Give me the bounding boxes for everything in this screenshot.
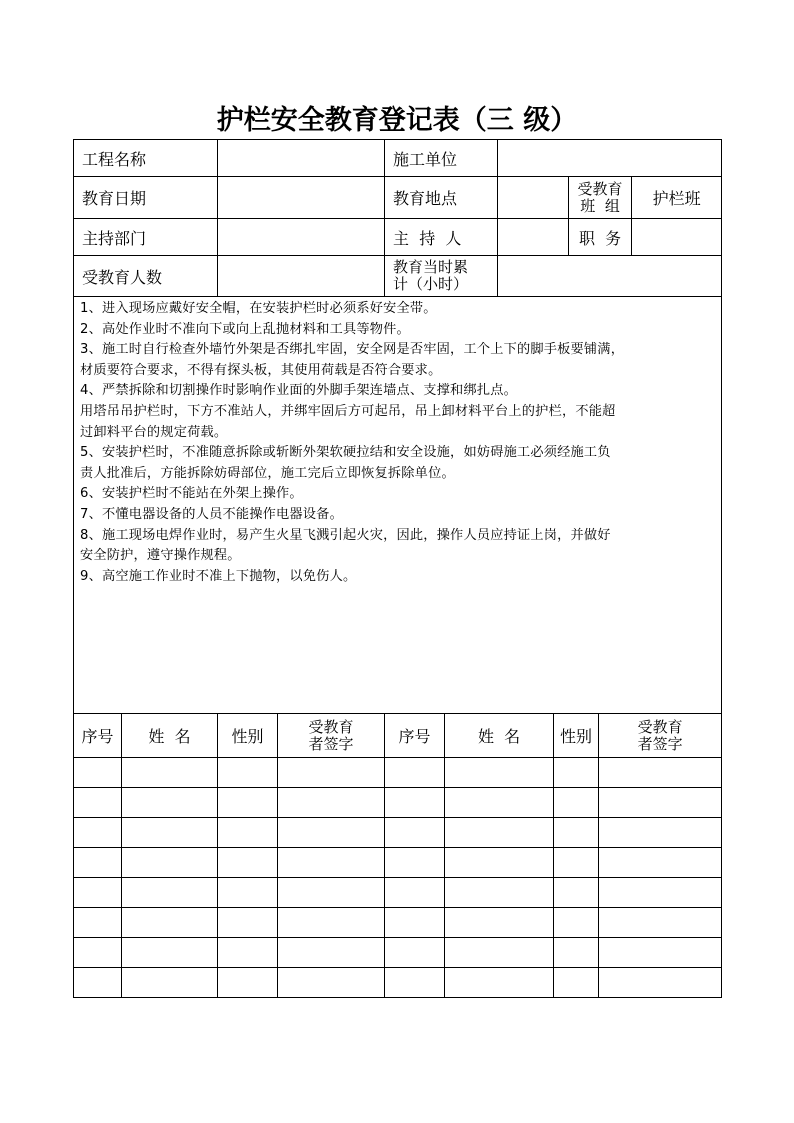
content-line: 8、施工现场电焊作业时，易产生火星飞溅引起火灾，因此，操作人员应持证上岗，并做好 (80, 527, 611, 543)
content-line: 9、高空施工作业时不准上下抛物，以免伤人。 (80, 568, 357, 584)
col-sign-left-line2: 者签字 (308, 734, 354, 753)
cell[interactable] (445, 788, 554, 818)
project-name-label: 工程名称 (74, 140, 218, 177)
hours-field[interactable] (498, 256, 722, 297)
content-line: 过卸料平台的规定荷载。 (80, 424, 228, 440)
edu-place-label: 教育地点 (385, 177, 498, 219)
cell[interactable] (122, 968, 218, 998)
cell[interactable] (445, 908, 554, 938)
cell[interactable] (599, 818, 722, 848)
cell[interactable] (554, 878, 599, 908)
cell[interactable] (385, 758, 445, 788)
cell[interactable] (74, 908, 122, 938)
edu-date-label: 教育日期 (74, 177, 218, 219)
cell[interactable] (599, 908, 722, 938)
cell[interactable] (278, 938, 385, 968)
content-line: 责人批准后，方能拆除妨碍部位，施工完后立即恢复拆除单位。 (80, 465, 455, 481)
cell[interactable] (74, 758, 122, 788)
cell[interactable] (445, 818, 554, 848)
cell[interactable] (385, 908, 445, 938)
content-line: 7、不懂电器设备的人员不能操作电器设备。 (80, 506, 343, 522)
hours-label (385, 256, 498, 297)
table-row (74, 758, 722, 788)
cell[interactable] (445, 758, 554, 788)
cell[interactable] (278, 818, 385, 848)
content-line: 3、施工时自行检查外墙竹外架是否绑扎牢固，安全网是否牢固，工个上下的脚手板要铺满， (80, 342, 625, 358)
cell[interactable] (599, 758, 722, 788)
construction-unit-field[interactable] (498, 140, 722, 177)
cell[interactable] (554, 968, 599, 998)
table-row (74, 788, 722, 818)
col-name-left: 姓 名 (122, 714, 218, 758)
cell[interactable] (122, 758, 218, 788)
col-sign-right-line2: 者签字 (637, 734, 683, 753)
cell[interactable] (599, 938, 722, 968)
trainee-group-label-line2: 班 组 (580, 196, 620, 215)
edu-place-field[interactable] (498, 177, 569, 219)
cell[interactable] (278, 968, 385, 998)
cell[interactable] (599, 968, 722, 998)
cell[interactable] (122, 938, 218, 968)
cell[interactable] (122, 818, 218, 848)
cell[interactable] (278, 758, 385, 788)
cell[interactable] (554, 938, 599, 968)
table-row (74, 968, 722, 998)
cell[interactable] (74, 788, 122, 818)
cell[interactable] (554, 818, 599, 848)
trainee-group-label (569, 177, 632, 219)
content-line: 4、严禁拆除和切割操作时影响作业面的外脚手架连墙点、支撑和绑扎点。 (80, 383, 517, 399)
hours-label-line1: 教育当时累 (393, 258, 469, 276)
table-row (74, 938, 722, 968)
trainee-count-field[interactable] (218, 256, 385, 297)
content-line: 材质要符合要求，不得有探头板，其使用荷载是否符合要求。 (80, 362, 442, 378)
table-row (74, 908, 722, 938)
cell[interactable] (122, 788, 218, 818)
cell[interactable] (385, 968, 445, 998)
cell[interactable] (599, 788, 722, 818)
content-line: 2、高处作业时不准向下或向上乱抛材料和工具等物件。 (80, 321, 410, 337)
position-label: 职 务 (569, 219, 632, 256)
content-line: 安全防护，遵守操作规程。 (80, 548, 241, 564)
col-name-right: 姓 名 (445, 714, 554, 758)
col-sign-right-line1: 受教育 (637, 717, 683, 736)
cell[interactable] (218, 818, 278, 848)
cell[interactable] (445, 938, 554, 968)
col-sign-right (599, 714, 722, 758)
project-name-field[interactable] (218, 140, 385, 177)
content-line: 用塔吊吊护栏时，下方不准站人，并绑牢固后方可起吊，吊上卸材料平台上的护栏，不能超 (80, 403, 616, 419)
cell[interactable] (599, 878, 722, 908)
cell[interactable] (74, 968, 122, 998)
cell[interactable] (218, 758, 278, 788)
host-field[interactable] (498, 219, 569, 256)
registration-form (73, 139, 722, 998)
col-no-left: 序号 (74, 714, 122, 758)
cell[interactable] (218, 878, 278, 908)
education-content (74, 297, 722, 714)
cell[interactable] (385, 788, 445, 818)
cell[interactable] (385, 818, 445, 848)
table-row (74, 818, 722, 848)
cell[interactable] (278, 788, 385, 818)
hours-label-line2: 计（小时） (393, 275, 469, 293)
cell[interactable] (218, 788, 278, 818)
cell[interactable] (385, 878, 445, 908)
position-field[interactable] (632, 219, 722, 256)
table-row (74, 848, 722, 878)
cell[interactable] (74, 878, 122, 908)
content-line: 6、安装护栏时不能站在外架上操作。 (80, 486, 303, 502)
cell[interactable] (122, 908, 218, 938)
cell[interactable] (218, 938, 278, 968)
cell[interactable] (385, 938, 445, 968)
col-sign-left (278, 714, 385, 758)
cell[interactable] (385, 848, 445, 878)
cell[interactable] (445, 848, 554, 878)
trainee-group-label-line1: 受教育 (577, 179, 623, 198)
col-no-right: 序号 (385, 714, 445, 758)
cell[interactable] (554, 788, 599, 818)
cell[interactable] (554, 908, 599, 938)
host-dept-field[interactable] (218, 219, 385, 256)
cell[interactable] (74, 848, 122, 878)
trainee-count-label: 受教育人数 (74, 256, 218, 297)
cell[interactable] (218, 968, 278, 998)
edu-date-field[interactable] (218, 177, 385, 219)
cell[interactable] (218, 908, 278, 938)
cell[interactable] (74, 818, 122, 848)
cell[interactable] (554, 848, 599, 878)
cell[interactable] (278, 908, 385, 938)
cell[interactable] (122, 848, 218, 878)
cell[interactable] (74, 938, 122, 968)
construction-unit-label: 施工单位 (385, 140, 498, 177)
content-line: 1、进入现场应戴好安全帽，在安装护栏时必须系好安全带。 (80, 301, 437, 316)
host-dept-label: 主持部门 (74, 219, 218, 256)
cell[interactable] (218, 848, 278, 878)
cell[interactable] (445, 968, 554, 998)
col-gender-left: 性别 (218, 714, 278, 758)
cell[interactable] (278, 878, 385, 908)
page-title: 护栏安全教育登记表（三 级） (216, 105, 578, 136)
trainee-group-value[interactable]: 护栏班 (632, 177, 722, 219)
table-row (74, 878, 722, 908)
cell[interactable] (122, 878, 218, 908)
col-sign-left-line1: 受教育 (308, 717, 354, 736)
cell[interactable] (278, 848, 385, 878)
cell[interactable] (599, 848, 722, 878)
content-line: 5、安装护栏时，不准随意拆除或斩断外架软硬拉结和安全设施，如妨碍施工必须经施工负 (80, 445, 611, 461)
cell[interactable] (554, 758, 599, 788)
host-label: 主 持 人 (385, 219, 498, 256)
cell[interactable] (445, 878, 554, 908)
col-gender-right: 性别 (554, 714, 599, 758)
